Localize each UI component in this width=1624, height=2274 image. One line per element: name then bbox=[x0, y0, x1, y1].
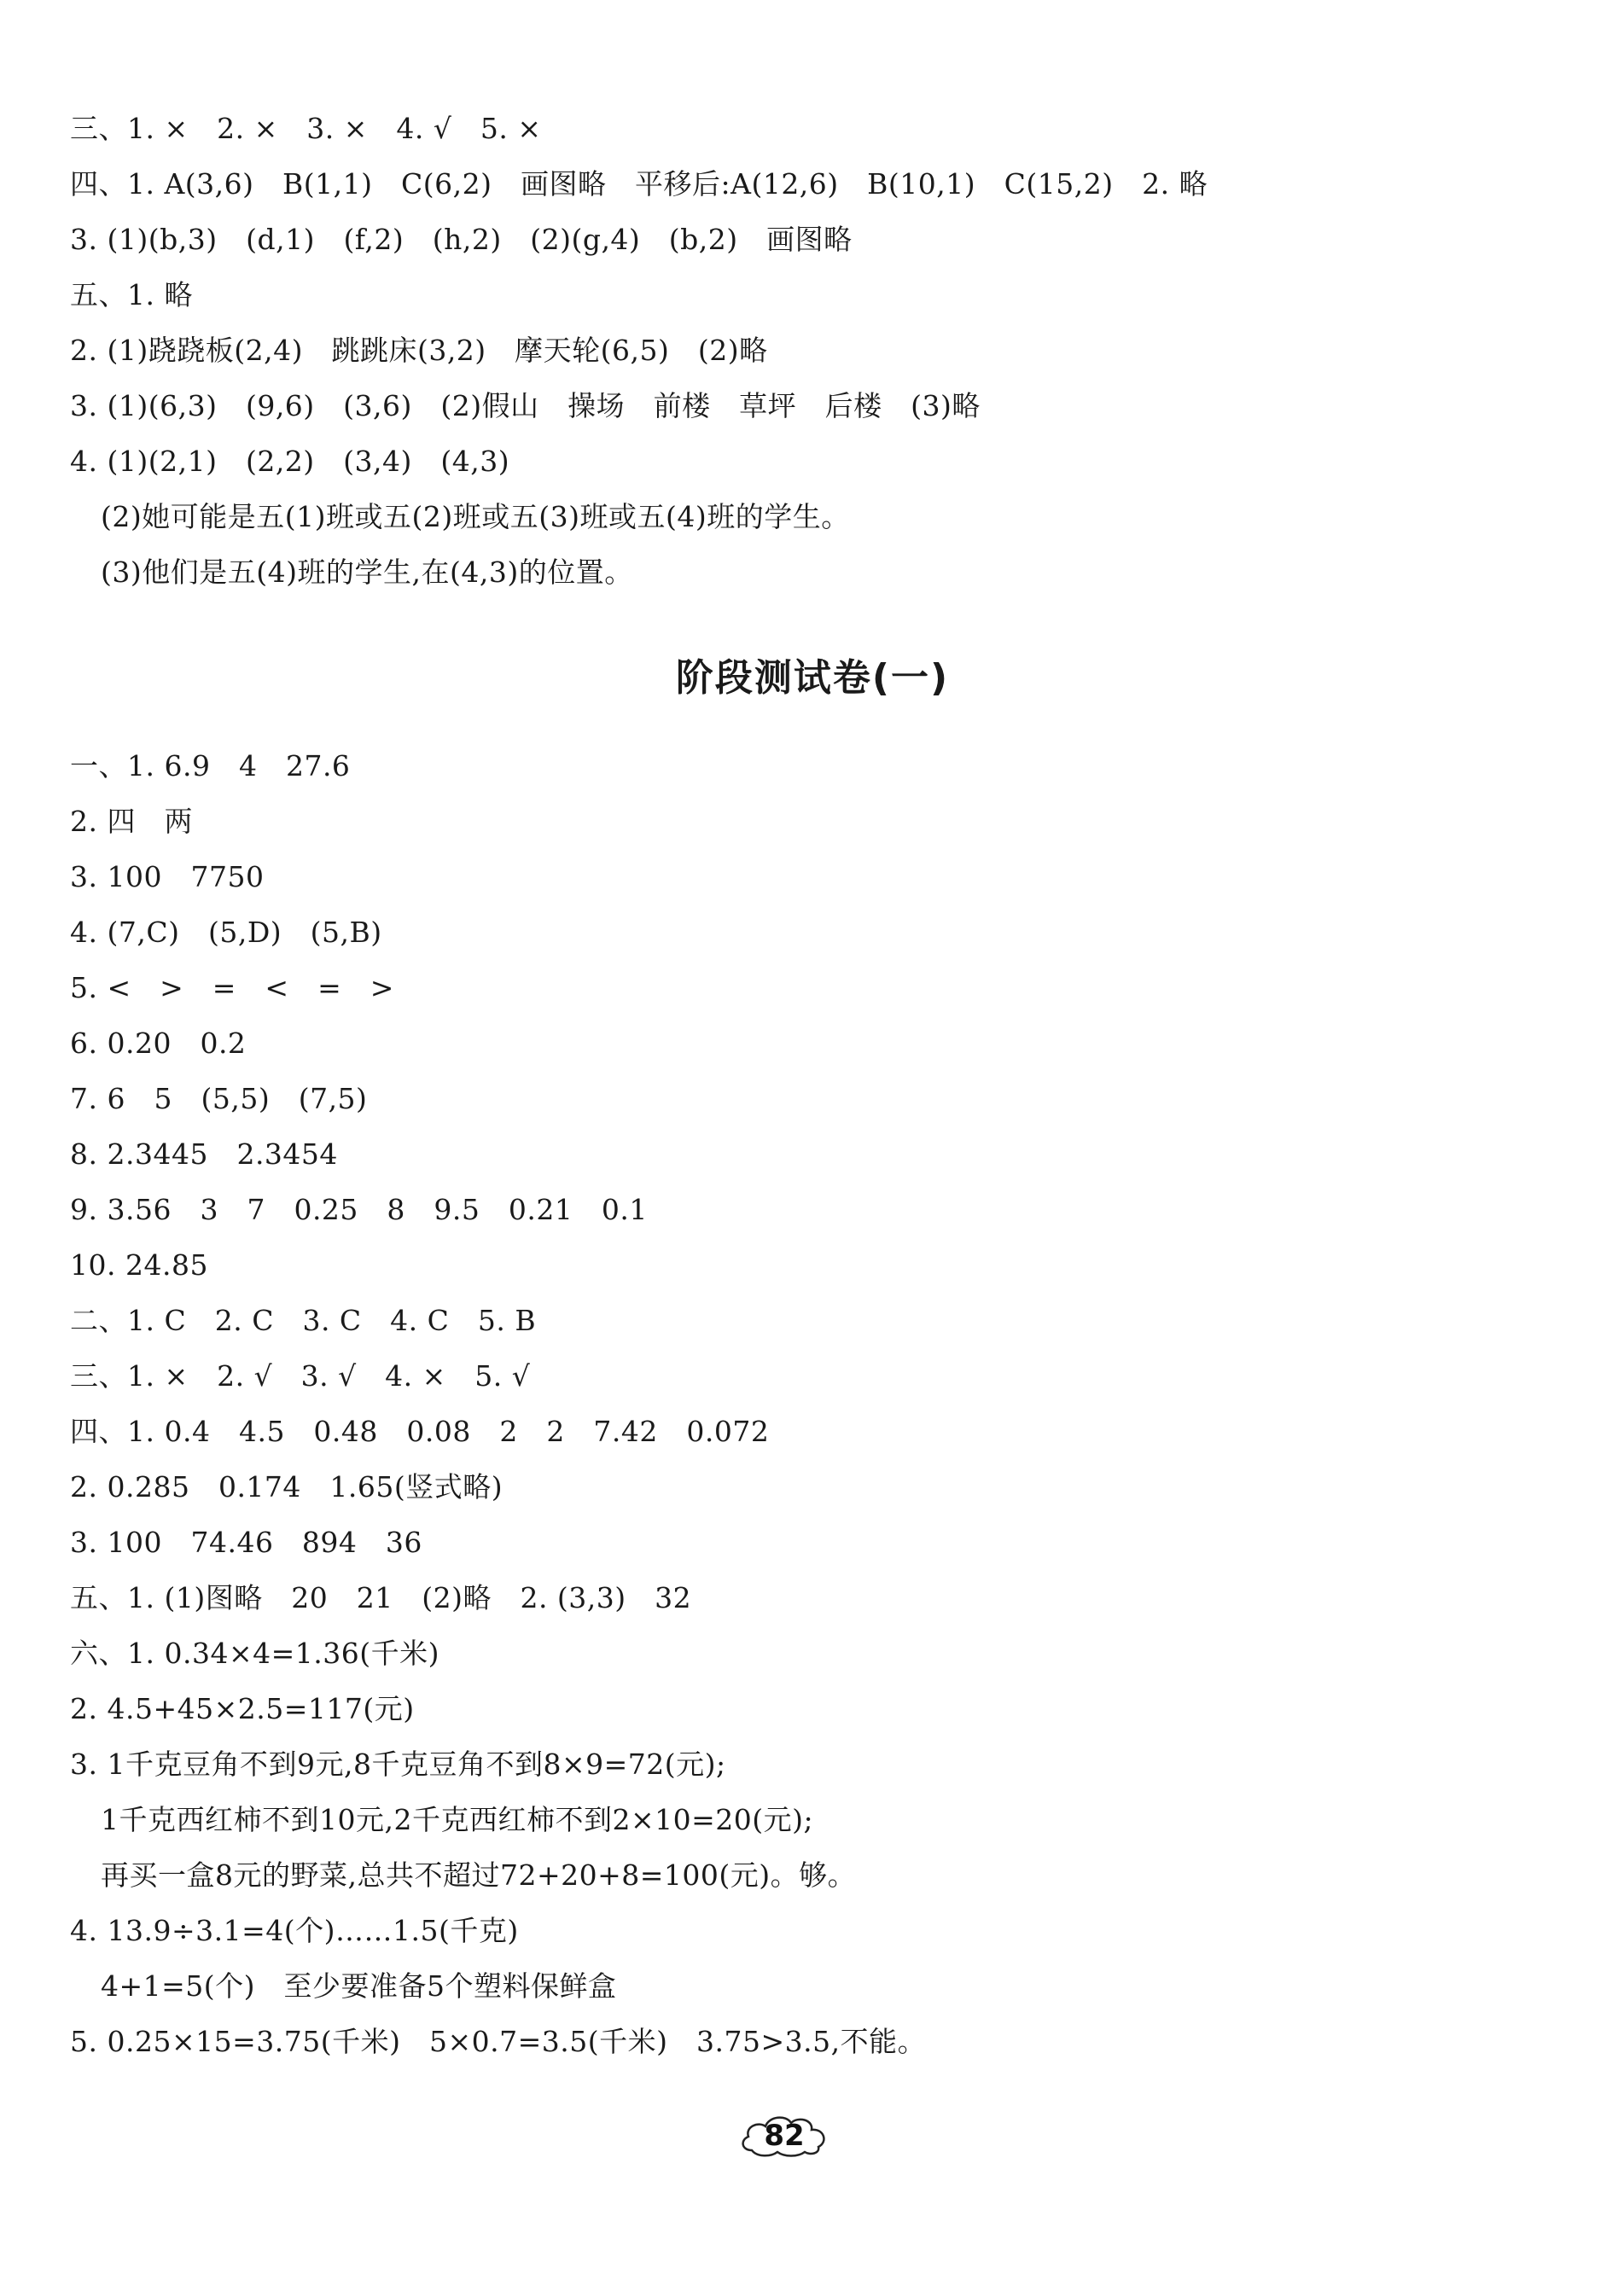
answer-line: (2)她可能是五(1)班或五(2)班或五(3)班或五(4)班的学生。 bbox=[101, 500, 850, 533]
answer-line: 三、1. × 2. × 3. × 4. √ 5. × bbox=[70, 112, 542, 145]
answer-line: 六、1. 0.34×4=1.36(千米) bbox=[70, 1637, 439, 1670]
answer-line: 四、1. A(3,6) B(1,1) C(6,2) 画图略 平移后:A(12,6) B(10,1) C(15,2) 2. 略 bbox=[70, 167, 1208, 201]
answer-line: 2. 四 两 bbox=[70, 805, 193, 838]
page-number-badge bbox=[736, 2111, 832, 2161]
page-number: 82 bbox=[764, 2119, 805, 2153]
answer-line: 4. (7,C) (5,D) (5,B) bbox=[70, 916, 382, 949]
answer-line: 二、1. C 2. C 3. C 4. C 5. B bbox=[70, 1304, 537, 1337]
answer-line: 2. 0.285 0.174 1.65(竖式略) bbox=[70, 1470, 503, 1503]
answer-line: 一、1. 6.9 4 27.6 bbox=[70, 749, 351, 782]
answer-line: 1千克西红柿不到10元,2千克西红柿不到2×10=20(元); bbox=[101, 1803, 814, 1836]
answer-line: 3. (1)(6,3) (9,6) (3,6) (2)假山 操场 前楼 草坪 后楼 (3)略 bbox=[70, 389, 981, 422]
answer-line: 2. 4.5+45×2.5=117(元) bbox=[70, 1692, 415, 1725]
answer-line: 五、1. (1)图略 20 21 (2)略 2. (3,3) 32 bbox=[70, 1581, 692, 1614]
answer-line: 5. < > = < = > bbox=[70, 971, 394, 1004]
answer-line: 5. 0.25×15=3.75(千米) 5×0.7=3.5(千米) 3.75>3.5,不能。 bbox=[70, 2025, 927, 2058]
answer-line: (3)他们是五(4)班的学生,在(4,3)的位置。 bbox=[101, 555, 633, 589]
section-spacer bbox=[70, 600, 1555, 644]
answer-line: 3. 100 7750 bbox=[70, 860, 265, 893]
answer-line: 三、1. × 2. √ 3. √ 4. × 5. √ bbox=[70, 1359, 531, 1393]
answer-line: 9. 3.56 3 7 0.25 8 9.5 0.21 0.1 bbox=[70, 1193, 648, 1226]
answer-line: 3. 1千克豆角不到9元,8千克豆角不到8×9=72(元); bbox=[70, 1748, 726, 1781]
answer-line: 4. (1)(2,1) (2,2) (3,4) (4,3) bbox=[70, 445, 510, 478]
answer-line: 8. 2.3445 2.3454 bbox=[70, 1137, 338, 1171]
section-title: 阶段测试卷(一) bbox=[675, 656, 950, 700]
answer-line: 3. 100 74.46 894 36 bbox=[70, 1526, 422, 1559]
answer-content bbox=[70, 101, 1555, 2069]
answer-line: 4. 13.9÷3.1=4(个)……1.5(千克) bbox=[70, 1914, 519, 1947]
answer-line: 2. (1)跷跷板(2,4) 跳跳床(3,2) 摩天轮(6,5) (2)略 bbox=[70, 334, 768, 367]
answer-line: 6. 0.20 0.2 bbox=[70, 1026, 247, 1060]
answer-line: 再买一盒8元的野菜,总共不超过72+20+8=100(元)。够。 bbox=[101, 1858, 857, 1892]
answer-line: 四、1. 0.4 4.5 0.48 0.08 2 2 7.42 0.072 bbox=[70, 1415, 770, 1448]
answer-line: 五、1. 略 bbox=[70, 278, 193, 311]
answer-line: 10. 24.85 bbox=[70, 1248, 208, 1282]
answer-line: 7. 6 5 (5,5) (7,5) bbox=[70, 1082, 368, 1115]
answer-line: 4+1=5(个) 至少要准备5个塑料保鲜盒 bbox=[101, 1969, 617, 2003]
answer-line: 3. (1)(b,3) (d,1) (f,2) (h,2) (2)(g,4) (b,2) 画图略 bbox=[70, 223, 853, 256]
